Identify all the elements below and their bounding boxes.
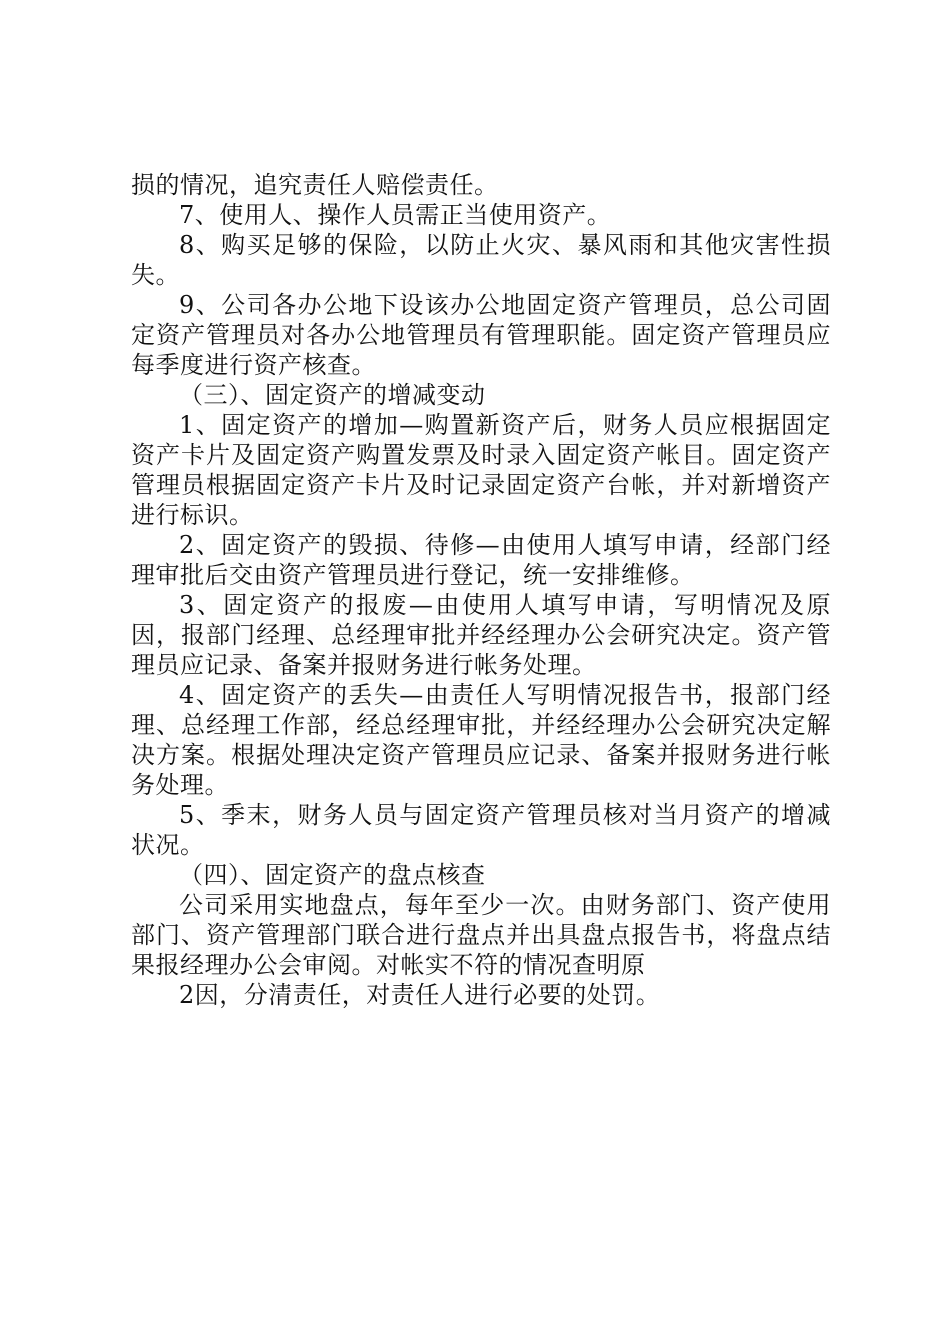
paragraph-item-9: 9、公司各办公地下设该办公地固定资产管理员，总公司固定资产管理员对各办公地管理员有管理职能。固定资产管理员应每季度进行资产核查。 <box>131 291 831 379</box>
document-body <box>131 170 831 1010</box>
section-heading-4: （四）、固定资产的盘点核查 <box>179 861 486 889</box>
paragraph-inventory: 公司采用实地盘点，每年至少一次。由财务部门、资产使用部门、资产管理部门联合进行盘点并出具盘点报告书，将盘点结果报经理办公会审阅。对帐实不符的情况查明原 <box>131 891 831 979</box>
paragraph-loss: 4、固定资产的丢失—由责任人写明情况报告书，报部门经理、总经理工作部，经总经理审批，并经经理办公会研究决定解决方案。根据处理决定资产管理员应记录、备案并报财务进行帐务处理。 <box>131 681 831 799</box>
paragraph-increase: 1、固定资产的增加—购置新资产后，财务人员应根据固定资产卡片及固定资产购置发票及时录入固定资产帐目。固定资产管理员根据固定资产卡片及时记录固定资产台帐，并对新增资产进行标识。 <box>131 411 831 529</box>
section-heading-3: （三）、固定资产的增减变动 <box>179 381 486 409</box>
paragraph-damage: 2、固定资产的毁损、待修—由使用人填写申请，经部门经理审批后交由资产管理员进行登记，统一安排维修。 <box>131 531 831 589</box>
paragraph-inventory-end: 2因，分清责任，对责任人进行必要的处罚。 <box>179 981 661 1009</box>
paragraph-scrap: 3、固定资产的报废—由使用人填写申请，写明情况及原因，报部门经理、总经理审批并经经理办公会研究决定。资产管理员应记录、备案并报财务进行帐务处理。 <box>131 591 831 679</box>
paragraph-item-7: 7、使用人、操作人员需正当使用资产。 <box>179 201 612 229</box>
paragraph-quarter-end: 5、季末，财务人员与固定资产管理员核对当月资产的增减状况。 <box>131 801 831 859</box>
paragraph-item-8: 8、购买足够的保险，以防止火灾、暴风雨和其他灾害性损失。 <box>131 231 831 289</box>
paragraph-continuation: 损的情况，追究责任人赔偿责任。 <box>131 171 499 199</box>
